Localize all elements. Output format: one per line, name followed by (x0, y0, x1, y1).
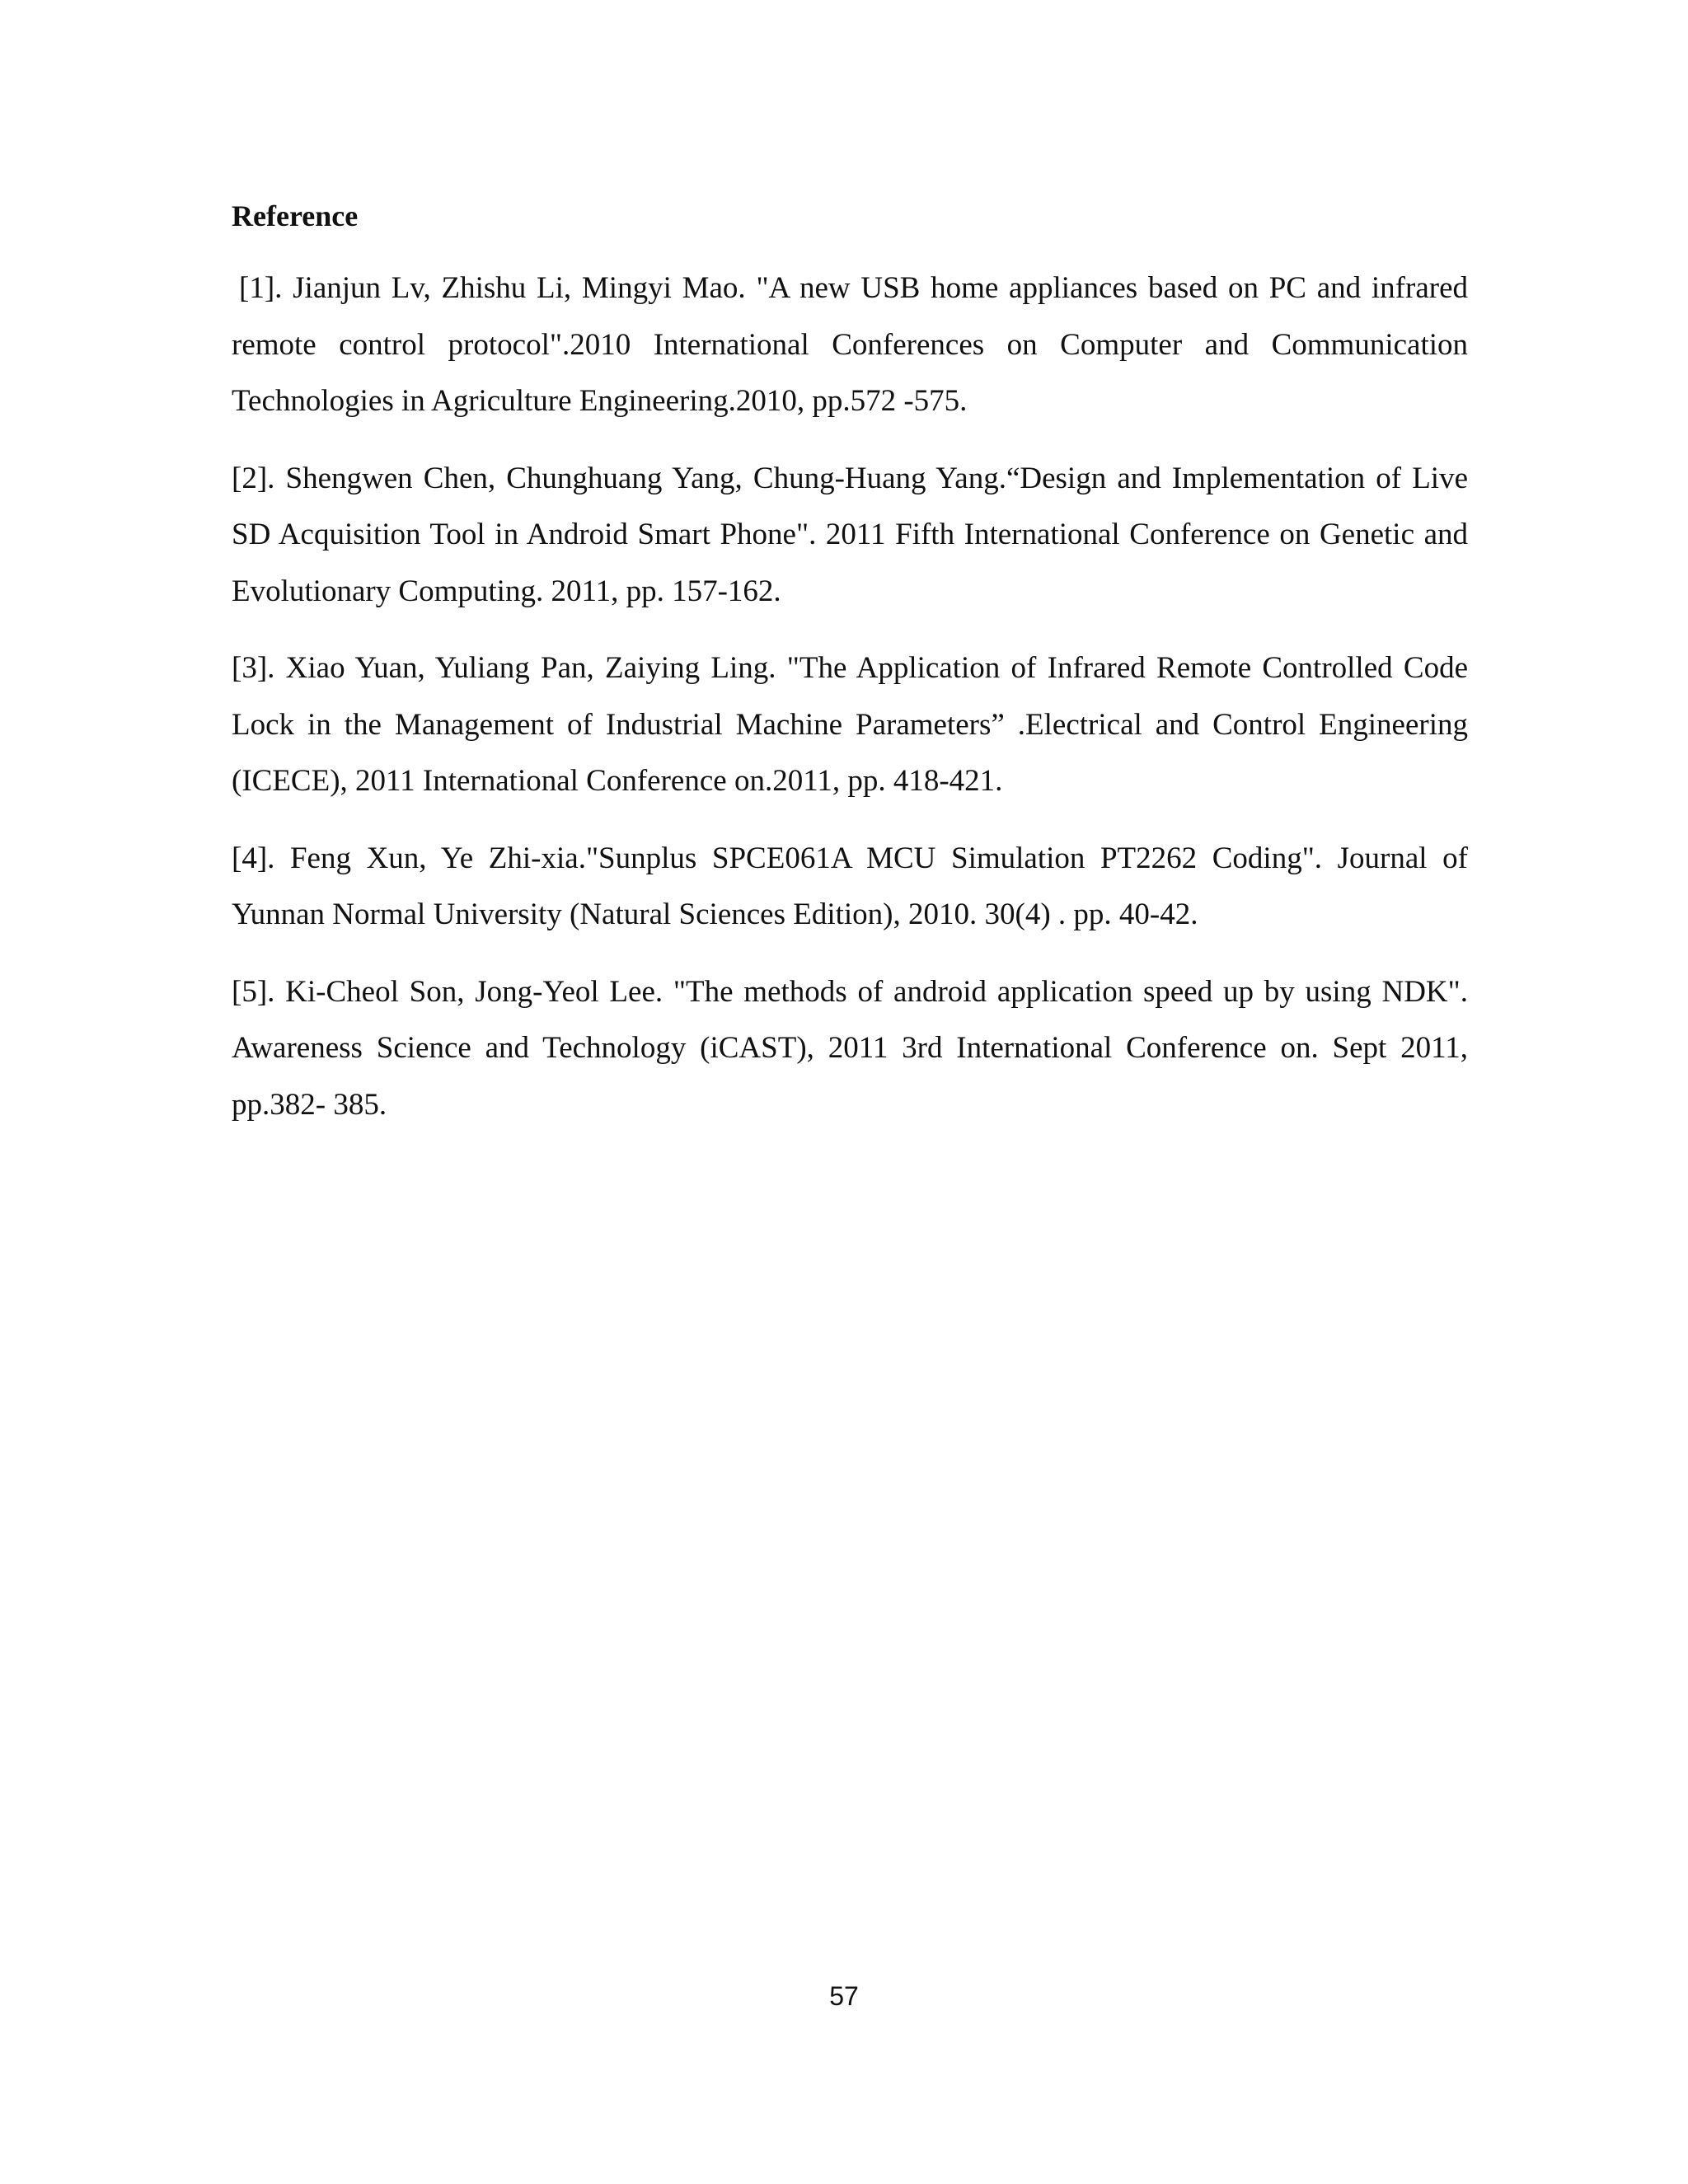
section-heading: Reference (232, 199, 359, 232)
reference-section (232, 188, 1468, 1154)
reference-item-1: [1]. Jianjun Lv, Zhishu Li, Mingyi Mao. "A new USB home appliances based on PC and infrared remote control protocol".2010 International Conferences on Computer and Communication Technologies in Agriculture Engineering.2010, pp.572 -575. (232, 271, 1468, 418)
reference-item-3: [3]. Xiao Yuan, Yuliang Pan, Zaiying Ling. "The Application of Infrared Remote Controlled Code Lock in the Management of Industrial Machine Parameters” .Electrical and Control Engineering (ICECE), 2011 International Conference on.2011, pp. 418-421. (232, 651, 1468, 798)
reference-item-5: [5]. Ki-Cheol Son, Jong-Yeol Lee. "The methods of android application speed up by using NDK". Awareness Science and Technology (iCAST), 2011 3rd International Conference on. Sept 2011, pp.382- 385. (232, 974, 1468, 1122)
reference-item-2: [2]. Shengwen Chen, Chunghuang Yang, Chung-Huang Yang.“Design and Implementation of Live SD Acquisition Tool in Android Smart Phone". 2011 Fifth International Conference on Genetic and Evolutionary Computing. 2011, pp. 157-162. (232, 461, 1468, 608)
page-number: 57 (829, 1981, 859, 2011)
reference-item-4: [4]. Feng Xun, Ye Zhi-xia."Sunplus SPCE061A MCU Simulation PT2262 Coding". Journal of Yunnan Normal University (Natural Sciences Edition), 2010. 30(4) . pp. 40-42. (232, 841, 1468, 931)
